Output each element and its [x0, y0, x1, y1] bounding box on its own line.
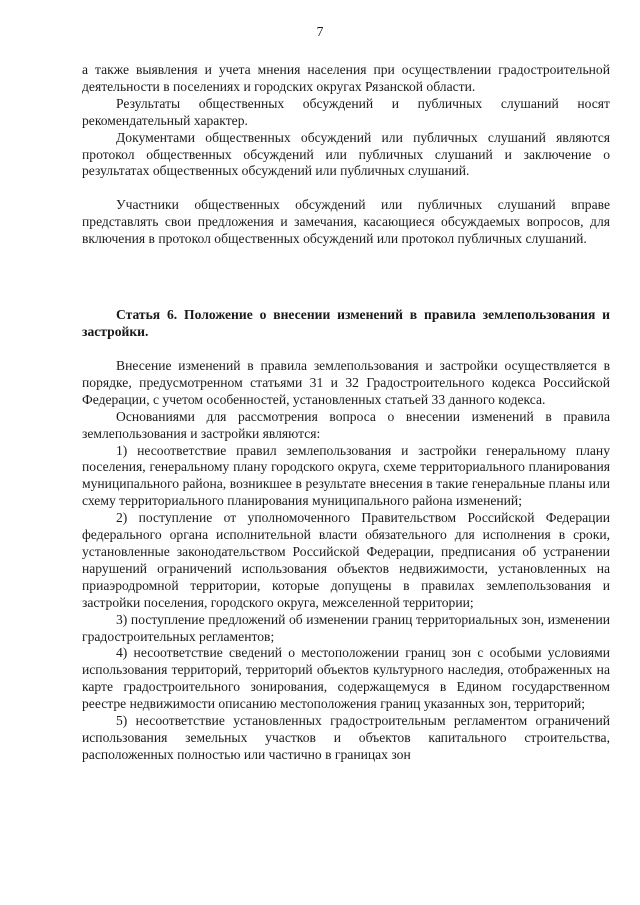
- list-item: 1) несоответствие правил землепользования и застройки генеральному плану поселения, генеральному плану городского округа, схеме территориального планирования муниципального района, возникшее в результате внесения в такие генеральные планы или схему территориального планирования муниципального района изменений;: [82, 442, 610, 509]
- list-item: 5) несоответствие установленных градостроительным регламентом ограничений использования земельных участков и объектов капитального строительства, расположенных полностью или частично в границах зон: [82, 713, 610, 762]
- list-item: 4) несоответствие сведений о местоположении границ зон с особыми условиями использования территорий, территорий объектов культурного наследия, отображенных на карте градостроительного зонирования, содержащемуся в Едином государственном реестре недвижимости описанию местоположения границ указанных зон, территорий;: [82, 645, 610, 712]
- text-block-top: [82, 62, 610, 248]
- paragraph: Документами общественных обсуждений или публичных слушаний являются протокол общественных обсуждений или публичных слушаний и заключение о результатах общественных обсуждений или публичных слушаний.: [82, 129, 610, 179]
- text-block-bottom: [82, 358, 610, 764]
- list-item: 2) поступление от уполномоченного Правительством Российской Федерации федерального органа исполнительной власти обязательного для исполнения в сроки, установленные законодательством Российской Федерации, предписания об устранении нарушений ограничений использования объектов недвижимости, установленных на приаэродромной территории, которые допущены в правилах землепользования и застройки поселения, городского округа, межселенной территории;: [82, 510, 610, 610]
- article-heading-block: [82, 307, 610, 341]
- paragraph: Результаты общественных обсуждений и публичных слушаний носят рекомендательный характер.: [82, 95, 610, 128]
- paragraph: Внесение изменений в правила землепользования и застройки осуществляется в порядке, предусмотренном статьями 31 и 32 Градостроительного кодекса Российской Федерации, с учетом особенностей, установленных статьей 33 данного кодекса.: [82, 358, 610, 407]
- page-number: 7: [316, 24, 324, 39]
- list-item: 3) поступление предложений об изменении границ территориальных зон, изменении градостроительных регламентов;: [82, 611, 610, 644]
- paragraph: Основаниями для рассмотрения вопроса о внесении изменений в правила землепользования и застройки являются:: [82, 408, 610, 441]
- paragraph: а также выявления и учета мнения населения при осуществлении градостроительной деятельности в поселениях и городских округах Рязанской области.: [82, 62, 610, 94]
- article-heading: Статья 6. Положение о внесении изменений в правила землепользования и застройки.: [82, 307, 610, 339]
- paragraph: Участники общественных обсуждений или публичных слушаний вправе представлять свои предложения и замечания, касающиеся обсуждаемых вопросов, для включения в протокол общественных обсуждений или протокол публичных слушаний.: [82, 197, 610, 247]
